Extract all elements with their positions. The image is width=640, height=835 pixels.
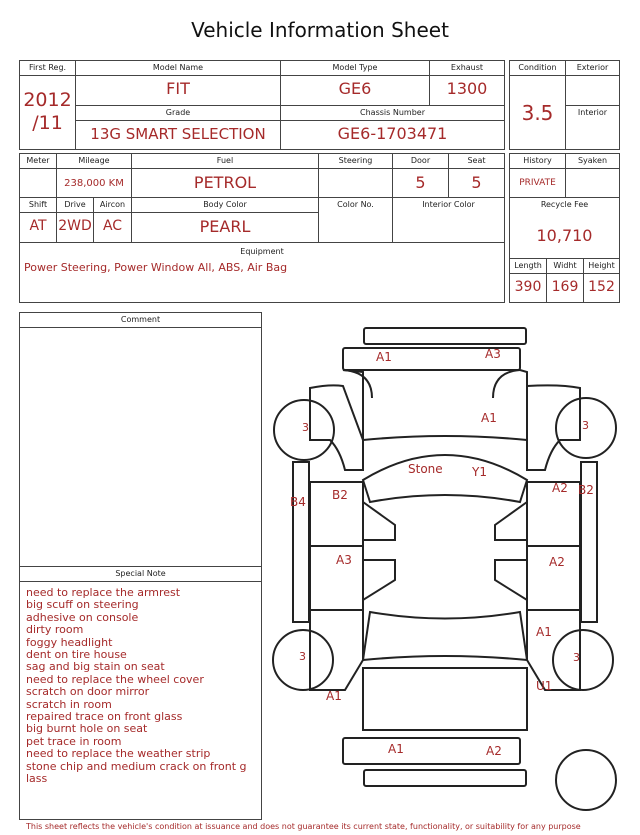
door-label: Door: [393, 154, 448, 169]
front-bumper-top: [364, 328, 526, 344]
comment-cell: [19, 312, 262, 567]
mark-door-front-left: B2: [332, 488, 348, 502]
car-damage-diagram: [270, 320, 630, 820]
special-note-item: scratch in room: [26, 697, 112, 711]
width-label: Widht: [547, 259, 583, 274]
mark-wheel-rl: 3: [299, 650, 306, 663]
door-cell: [392, 153, 449, 198]
meter-label: Meter: [20, 154, 56, 169]
body-color-label: Body Color: [132, 198, 318, 213]
special-note-item: scratch on door mirror: [26, 685, 150, 699]
interior-cell: [565, 105, 620, 150]
exterior-cell: [565, 60, 620, 106]
mileage-label: Mileage: [57, 154, 131, 169]
body-color-value: PEARL: [199, 217, 251, 236]
condition-value: 3.5: [521, 101, 554, 125]
first-reg-label: First Reg.: [20, 61, 75, 76]
special-note-item: repaired trace on front glass: [26, 710, 183, 724]
recycle-fee-value: 10,710: [536, 226, 593, 245]
equipment-cell: [19, 242, 505, 303]
mileage-cell: [56, 153, 132, 198]
quarter-rear-right: [527, 610, 580, 690]
seat-label: Seat: [449, 154, 504, 169]
chassis-label: Chassis Number: [281, 106, 504, 121]
aircon-cell: [93, 197, 132, 243]
page-title: Vehicle Information Sheet: [191, 18, 449, 42]
exhaust-value: 1300: [446, 79, 488, 98]
special-note-item: stone chip and medium crack on front g: [26, 759, 247, 773]
model-type-cell: [280, 60, 430, 106]
first-reg-month: /11: [32, 112, 63, 134]
meter-cell: [19, 153, 57, 198]
mark-wheel-rr: 3: [573, 651, 580, 664]
recycle-fee-label: Recycle Fee: [540, 200, 589, 209]
special-note-item: big scuff on steering: [26, 598, 139, 612]
rear-bumper-bottom: [364, 770, 526, 786]
grade-value: 13G SMART SELECTION: [90, 125, 266, 143]
model-type-label: Model Type: [281, 61, 429, 76]
length-label: Length: [510, 259, 546, 274]
fender-front-right: [527, 385, 580, 470]
condition-label: Condition: [510, 61, 565, 76]
length-cell: [509, 258, 547, 303]
door-value: 5: [415, 173, 426, 192]
fuel-label: Fuel: [132, 154, 318, 169]
width-cell: [546, 258, 584, 303]
window-front-right: [495, 502, 527, 540]
special-note-item: sag and big stain on seat: [26, 660, 165, 674]
first-reg-year: 2012: [23, 89, 72, 111]
special-note-item: need to replace the armrest: [26, 586, 181, 599]
condition-cell: [509, 60, 566, 150]
special-note-item: lass: [26, 772, 48, 786]
special-note-item: big burnt hole on seat: [26, 722, 148, 736]
mark-door-front-right: A2: [552, 481, 568, 495]
seat-cell: [448, 153, 505, 198]
steering-cell: [318, 153, 393, 198]
mark-windshield: Y1: [472, 465, 487, 479]
rear-window: [363, 612, 527, 660]
body-color-cell: [131, 197, 319, 243]
seat-value: 5: [471, 173, 482, 192]
interior-label: Interior: [577, 108, 608, 117]
mark-quarter-right: A1: [536, 625, 552, 639]
model-name-value: FIT: [166, 79, 190, 98]
wheel-rear-right: [553, 630, 613, 690]
color-no-cell: [318, 197, 393, 243]
mark-front-bumper-right: A3: [485, 347, 501, 361]
mark-trunk-right: U1: [536, 679, 553, 693]
mileage-value: 238,000 KM: [64, 178, 124, 189]
window-rear-left: [363, 560, 395, 600]
length-value: 390: [514, 279, 542, 295]
mark-wheel-fr: 3: [582, 419, 589, 432]
mark-wheel-fl: 3: [302, 421, 309, 434]
height-label: Height: [584, 259, 619, 274]
mark-door-rear-left: A3: [336, 553, 352, 567]
special-note-item: foggy headlight: [26, 635, 113, 649]
mark-rear-quarter-left: A1: [326, 689, 342, 703]
window-rear-right: [495, 560, 527, 600]
drive-label: Drive: [57, 198, 93, 213]
special-note-label: Special Note: [20, 567, 261, 582]
steering-label: Steering: [319, 154, 392, 169]
mark-fender-left: B4: [290, 495, 306, 509]
headlight-right: [493, 370, 520, 398]
special-note-item: adhesive on console: [26, 610, 139, 624]
history-value: PRIVATE: [519, 178, 556, 188]
interior-color-label: Interior Color: [422, 200, 475, 209]
aircon-label: Aircon: [94, 198, 131, 213]
mark-door-rear-right: A2: [549, 555, 565, 569]
syaken-label: Syaken: [566, 154, 619, 169]
chassis-cell: [280, 105, 505, 150]
history-cell: [509, 153, 566, 198]
comment-label: Comment: [20, 313, 261, 328]
mark-hood: A1: [481, 411, 497, 425]
mark-rear-bumper-right: A2: [486, 744, 502, 758]
special-note-item: dirty room: [26, 623, 84, 637]
fuel-value: PETROL: [193, 173, 257, 192]
history-label: History: [510, 154, 565, 169]
height-cell: [583, 258, 620, 303]
quarter-rear-left: [310, 610, 363, 690]
left-sill: [293, 462, 309, 622]
first-reg-cell: [19, 60, 76, 150]
exhaust-label: Exhaust: [430, 61, 504, 76]
drive-value: 2WD: [58, 218, 92, 234]
mark-fender-right: B2: [578, 483, 594, 497]
special-note-list: [26, 587, 247, 786]
shift-cell: [19, 197, 57, 243]
height-value: 152: [588, 279, 615, 295]
drive-cell: [56, 197, 94, 243]
special-note-item: pet trace in room: [26, 734, 122, 748]
chassis-value: GE6-1703471: [337, 124, 448, 143]
shift-value: AT: [29, 218, 47, 234]
model-name-cell: [75, 60, 281, 106]
mark-windshield-stone: Stone: [408, 462, 443, 476]
exterior-label: Exterior: [566, 61, 619, 76]
aircon-value: AC: [102, 218, 123, 234]
recycle-fee-cell: [509, 197, 620, 259]
fuel-cell: [131, 153, 319, 198]
mark-front-bumper-left: A1: [376, 350, 392, 364]
model-type-value: GE6: [338, 79, 372, 98]
equipment-value: Power Steering, Power Window All, ABS, Air Bag: [24, 261, 288, 274]
special-note-item: need to replace the wheel cover: [26, 672, 204, 686]
grade-cell: [75, 105, 281, 150]
special-note-item: need to replace the weather strip: [26, 747, 211, 761]
syaken-cell: [565, 153, 620, 198]
interior-color-cell: [392, 197, 505, 243]
special-note-item: dent on tire house: [26, 648, 127, 662]
width-value: 169: [551, 279, 579, 295]
trunk: [363, 668, 527, 730]
spare-wheel: [556, 750, 616, 810]
disclaimer-footer: This sheet reflects the vehicle's condition at issuance and does not guarantee its current state, functionality, or suitability for any purpose: [26, 822, 581, 831]
shift-label: Shift: [20, 198, 56, 213]
equipment-label: Equipment: [240, 247, 284, 256]
window-front-left: [363, 502, 395, 540]
color-no-label: Color No.: [337, 200, 374, 209]
windshield: [363, 455, 527, 502]
exhaust-cell: [429, 60, 505, 106]
grade-label: Grade: [76, 106, 280, 121]
hood: [343, 370, 527, 440]
mark-rear-bumper-left: A1: [388, 742, 404, 756]
headlight-left: [343, 370, 372, 398]
model-name-label: Model Name: [76, 61, 280, 76]
